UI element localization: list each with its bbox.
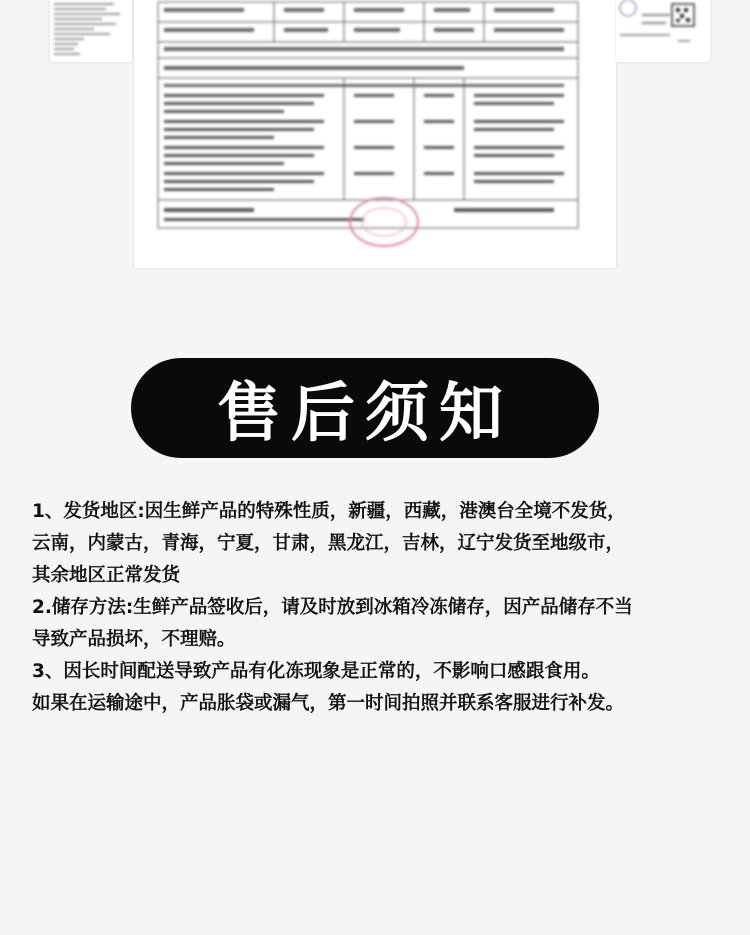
certificate-images	[0, 0, 750, 275]
note-line: 2.储存方法:生鲜产品签收后，请及时放到冰箱冷冻储存，因产品储存不当	[32, 597, 633, 618]
note-line: 如果在运输途中，产品胀袋或漏气，第一时间拍照并联系客服进行补发。	[32, 693, 625, 714]
after-sales-notes	[32, 496, 732, 720]
certificate-left-image	[50, 0, 132, 62]
note-line: 1、发货地区:因生鲜产品的特殊性质，新疆，西藏，港澳台全境不发货，	[32, 501, 626, 522]
note-line: 其余地区正常发货	[32, 565, 181, 586]
certificate-main-graphic	[134, 0, 616, 268]
certificate-right-graphic	[616, 0, 710, 62]
section-title-banner	[131, 358, 599, 458]
note-line: 云南，内蒙古，青海，宁夏，甘肃，黑龙江，吉林，辽宁发货至地级市，	[32, 533, 625, 554]
certificate-right-image	[616, 0, 710, 62]
certificate-main-image	[134, 0, 616, 268]
section-title: 售后须知	[217, 377, 513, 451]
certificate-left-graphic	[50, 0, 132, 62]
note-line: 导致产品损坏，不理赔。	[32, 629, 236, 650]
note-line: 3、因长时间配送导致产品有化冻现象是正常的，不影响口感跟食用。	[32, 661, 600, 682]
